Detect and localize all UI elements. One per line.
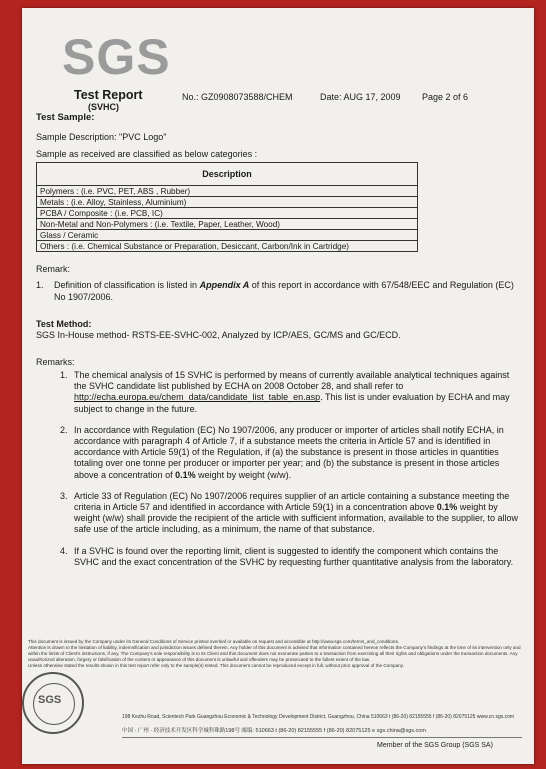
address-english: 198 Kezhu Road, Scientech Park Guangzhou Economic & Technology Development District, Guangzhou, China 510663 t (86-20) 82155555 f (86-20) 82075125 www.cn.sgs.com (122, 714, 515, 720)
echa-candidate-list-link[interactable]: http://echa.europa.eu/chem_data/candidate_list_table_en.asp (74, 392, 321, 403)
remarks-item-number: 1. (60, 370, 68, 380)
category-row: Glass / Ceramic (37, 230, 418, 241)
classification-intro: Sample as received are classified as below categories : (36, 149, 258, 159)
remarks-item-number: 3. (60, 490, 68, 501)
page-number: Page 2 of 6 (422, 92, 469, 102)
appendix-reference: Appendix A (199, 280, 250, 290)
address-chinese: 中国 · 广州 · 经济技术开发区科学城科珠路198号 邮编: 510663 t (86-20) 82155555 f (86-20) 82075125 e sgs.china@sgs.com (122, 728, 426, 734)
category-row: PCBA / Composite : (i.e. PCB, IC) (37, 208, 418, 219)
concentration-threshold: 0.1% (436, 502, 458, 513)
stamp-text: SGS (38, 694, 62, 706)
category-table-header: Description (37, 163, 418, 186)
footer-divider (122, 737, 522, 738)
concentration-threshold: 0.1% (175, 469, 196, 480)
sample-description: Sample Description: "PVC Logo" (36, 132, 167, 142)
remarks-item-text: weight by weight (w/w). (195, 469, 292, 480)
report-subtitle: (SVHC) (88, 102, 119, 112)
remarks-item-text: weight by weight (w/w) shall provide the recipient of the article with sufficient information, available to the supplier, to allow safe use of the article including, as a minimum, the name of that substance. (74, 502, 519, 535)
test-method-heading: Test Method: (36, 319, 92, 329)
member-line: Member of the SGS Group (SGS SA) (377, 742, 493, 749)
sgs-logo: SGS (62, 29, 171, 85)
category-table (36, 162, 418, 252)
remarks-item-text: In accordance with Regulation (EC) No 1907/2006, any producer or importer of articles shall notify ECHA, in accordance with paragraph 4 of Article 7, if a substance meets the criteria in Article 57 and is identified in accordance with Article 59(1) of the Regulation, if (a) the substance is present in those articles in quantities totaling over one tonne per producer or importer per year; and (b) the substance is present in those articles above a concentration of (74, 424, 504, 480)
remarks-item (60, 491, 524, 536)
remark-item (36, 280, 524, 303)
terms-fine-print (28, 639, 528, 669)
fine-print-line: Unless otherwise stated the results shown in this test report refer only to the sample(s) tested. This document cannot be reproduced except in full, without prior approval of the Company. (28, 663, 404, 668)
category-row: Metals : (i.e. Alloy, Stainless, Aluminium) (37, 197, 418, 208)
remark-text-part: of this report in accordance with 67/548/EEC and Regulation (EC) No 1907/2006. (54, 280, 514, 302)
remarks-item (60, 425, 524, 481)
category-row: Others : (i.e. Chemical Substance or Preparation, Desiccant, Carbon/Ink in Cartridge) (37, 241, 418, 252)
remarks-item-text: If a SVHC is found over the reporting limit, client is suggested to identify the component which contains the SVHC and the exact concentration of the SVHC by requesting further quantitative analysis from the laboratory. (74, 545, 514, 567)
report-number: No.: GZ0908073588/CHEM (182, 92, 293, 102)
remarks-item-number: 2. (60, 424, 68, 435)
remark-text (54, 280, 524, 303)
category-row: Polymers : (i.e. PVC, PET, ABS , Rubber) (37, 186, 418, 197)
remarks-list (60, 370, 524, 578)
remarks-item-text: The chemical analysis of 15 SVHC is performed by means of currently available analytical techniques against the SVHC candidate list published by ECHA on 2008 October 28, and shall refer to (74, 370, 510, 392)
fine-print-line: Attention is drawn to the limitation of liability, indemnification and jurisdiction issues defined therein. Any holder of this document is advised that information contained hereon reflects the Company's findings at the time of its intervention only and within the limits of Client's instructions, if any. The Company's sole responsibility is to its Client and this document does not exonerate parties to a transaction from exercising all their rights and obligations under the transaction documents. Any unauthorized alteration, forgery or falsification of the content or appearance of this document is unlawful and offenders may be prosecuted to the fullest extent of the law. (28, 645, 521, 662)
category-row: Non-Metal and Non-Polymers : (i.e. Textile, Paper, Leather, Wood) (37, 219, 418, 230)
remark-number: 1. (36, 280, 44, 290)
report-page (22, 8, 534, 764)
remarks-heading: Remarks: (36, 357, 75, 367)
remarks-item-text: . This list is under evaluation by ECHA and may subject to change in the future. (74, 392, 510, 414)
remarks-item-text: Article 33 of Regulation (EC) No 1907/2006 requires supplier of an article containing a substance meeting the criteria in Article 57 and identified in accordance with Article 59(1) in a concentration above (74, 490, 510, 513)
remarks-item (60, 370, 524, 415)
test-sample-heading: Test Sample: (36, 112, 95, 123)
remarks-item-number: 4. (60, 545, 68, 556)
remark-text-part: Definition of classification is listed in (54, 280, 200, 290)
remarks-item (60, 546, 524, 568)
report-date: Date: AUG 17, 2009 (320, 92, 401, 102)
sgs-stamp-seal (22, 672, 84, 734)
fine-print-line: This document is issued by the Company under its General Conditions of Service printed overleaf or available on request and accessible at http://www.sgs.com/terms_and_conditions. (28, 639, 400, 644)
remark-heading: Remark: (36, 264, 71, 274)
test-method-text: SGS In-House method- RSTS-EE-SVHC-002, Analyzed by ICP/AES, GC/MS and GC/ECD. (36, 330, 401, 340)
report-title: Test Report (74, 88, 143, 102)
